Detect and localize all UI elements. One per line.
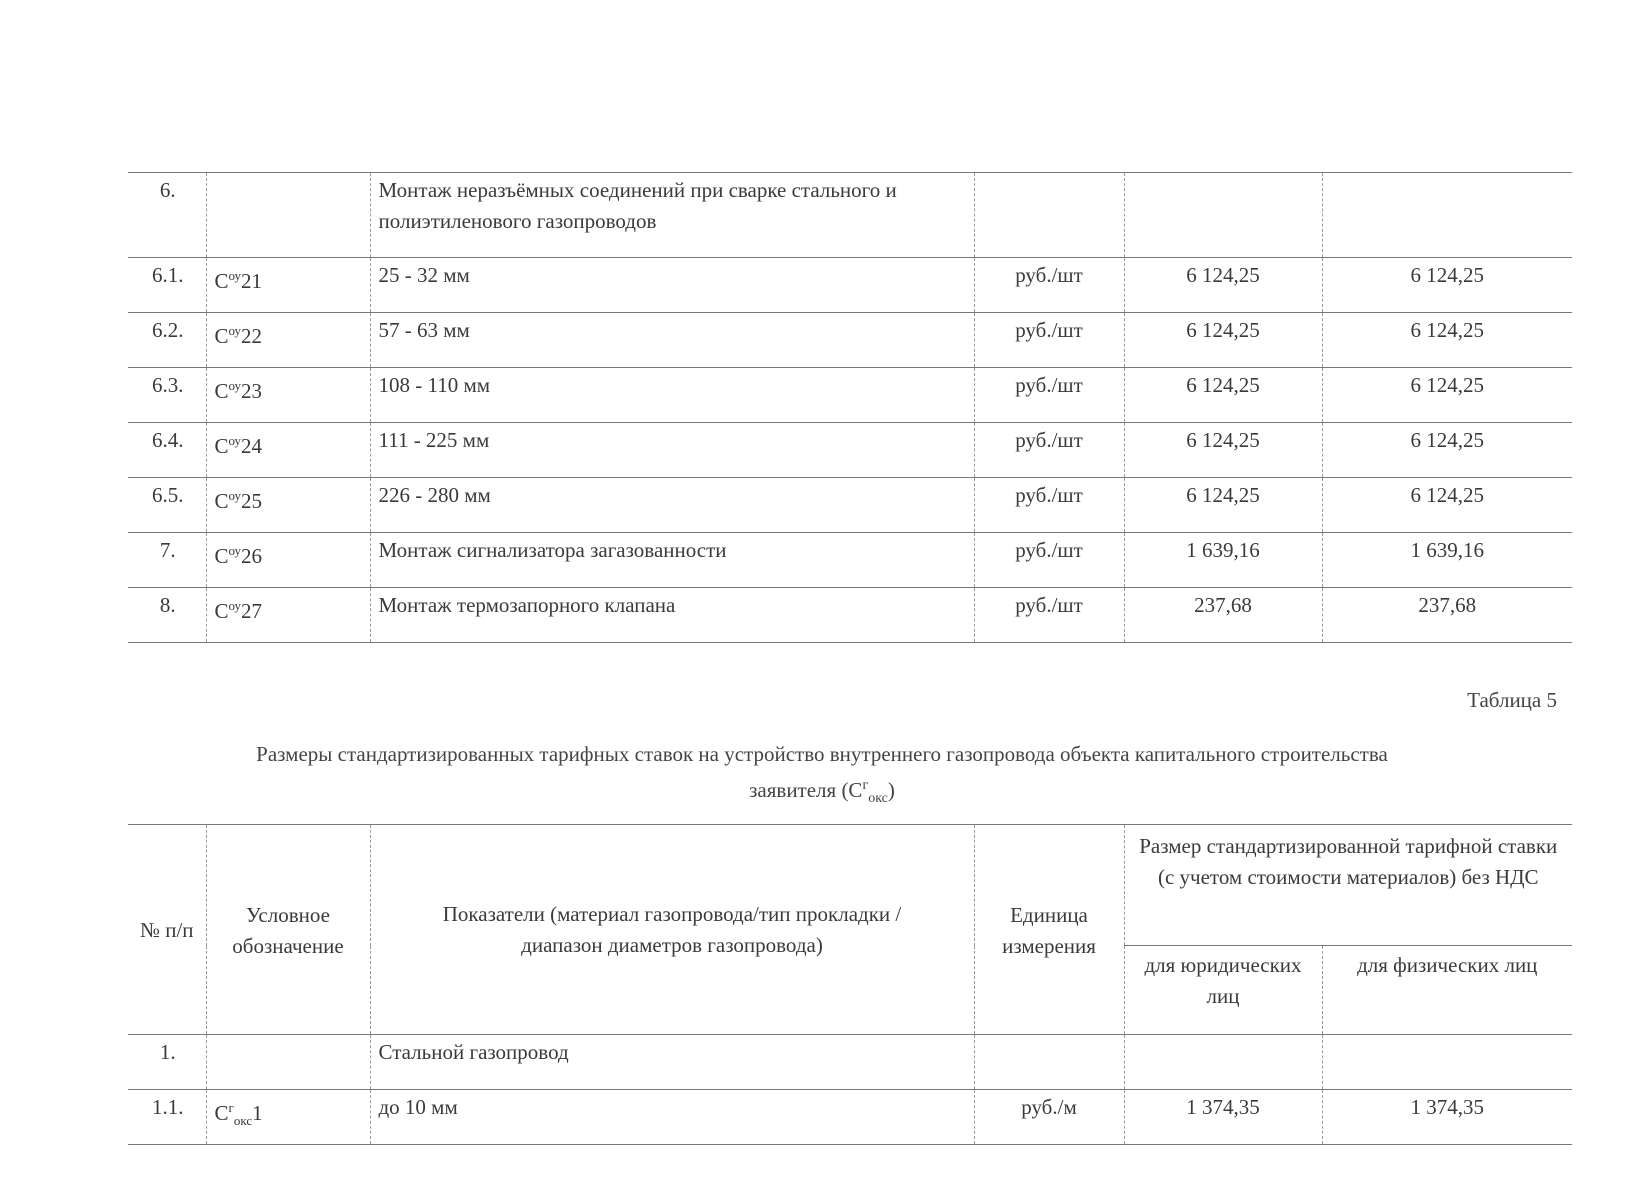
row-number: 1. — [128, 1035, 206, 1090]
code-label — [215, 489, 263, 513]
row-description: Монтаж сигнализатора загазованности — [370, 533, 974, 588]
row-number: 6.2. — [128, 313, 206, 368]
header-description: Показатели (материал газопровода/тип прокладки / диапазон диаметров газопровода) — [370, 825, 974, 1035]
row-number: 6.1. — [128, 258, 206, 313]
code-superscript: оу — [228, 543, 242, 558]
header-unit: Единица измерения — [974, 825, 1124, 1035]
code-number: 22 — [241, 324, 263, 348]
row-value-legal: 1 374,35 — [1124, 1090, 1322, 1145]
row-description: 25 - 32 мм — [370, 258, 974, 313]
header-legal: для юридических лиц — [1124, 946, 1322, 1035]
table-row — [128, 588, 1572, 643]
table-title — [240, 738, 1404, 815]
row-number: 6. — [128, 173, 206, 258]
row-unit: руб./шт — [974, 258, 1124, 313]
row-code — [206, 1035, 370, 1090]
code-base: C — [214, 599, 229, 623]
table-row — [128, 368, 1572, 423]
row-value-physical: 1 639,16 — [1322, 533, 1572, 588]
code-label — [215, 379, 263, 403]
row-description: 111 - 225 мм — [370, 423, 974, 478]
row-number: 6.5. — [128, 478, 206, 533]
row-unit — [974, 173, 1124, 258]
row-value-legal: 6 124,25 — [1124, 368, 1322, 423]
code-label — [215, 324, 263, 348]
code-base: C — [214, 544, 229, 568]
row-number: 6.3. — [128, 368, 206, 423]
row-value-physical — [1322, 173, 1572, 258]
table-title-main: Размеры стандартизированных тарифных ставок на устройство внутреннего газопровода объекта капитального строительства заявителя (С — [256, 742, 1388, 802]
row-value-physical: 6 124,25 — [1322, 423, 1572, 478]
code-base: C — [214, 324, 229, 348]
row-code — [206, 478, 370, 533]
row-number: 6.4. — [128, 423, 206, 478]
code-number: 26 — [241, 544, 263, 568]
table-row — [128, 1090, 1572, 1145]
row-value-physical: 6 124,25 — [1322, 368, 1572, 423]
row-description: 226 - 280 мм — [370, 478, 974, 533]
code-base: C — [214, 489, 229, 513]
row-value-legal: 237,68 — [1124, 588, 1322, 643]
row-unit: руб./шт — [974, 478, 1124, 533]
row-description: Монтаж неразъёмных соединений при сварке стального и полиэтиленового газопроводов — [370, 173, 974, 258]
code-number: 21 — [241, 269, 263, 293]
code-superscript: оу — [228, 323, 242, 338]
code-superscript: оу — [228, 598, 242, 613]
table-row — [128, 533, 1572, 588]
header-rate: Размер стандартизированной тарифной ставки (с учетом стоимости материалов) без НДС — [1124, 825, 1572, 946]
row-unit: руб./шт — [974, 313, 1124, 368]
row-code — [206, 588, 370, 643]
code-number: 25 — [241, 489, 263, 513]
code-subscript: окс — [233, 1113, 253, 1129]
row-value-legal: 6 124,25 — [1124, 313, 1322, 368]
row-value-physical: 237,68 — [1322, 588, 1572, 643]
code-superscript: оу — [228, 268, 242, 283]
code-base: C — [214, 434, 229, 458]
table-row — [128, 478, 1572, 533]
table-row — [128, 173, 1572, 258]
row-value-legal: 1 639,16 — [1124, 533, 1322, 588]
row-description: Монтаж термозапорного клапана — [370, 588, 974, 643]
row-description: 108 - 110 мм — [370, 368, 974, 423]
table-row — [128, 313, 1572, 368]
row-value-physical: 6 124,25 — [1322, 313, 1572, 368]
table-row — [128, 1035, 1572, 1090]
tariff-table-continuation — [128, 172, 1572, 643]
code-superscript: оу — [228, 378, 242, 393]
code-label — [215, 269, 263, 293]
row-value-legal — [1124, 173, 1322, 258]
row-value-legal: 6 124,25 — [1124, 258, 1322, 313]
code-number: 24 — [241, 434, 263, 458]
code-base: C — [214, 269, 229, 293]
row-code — [206, 173, 370, 258]
row-unit: руб./шт — [974, 368, 1124, 423]
row-code — [206, 313, 370, 368]
row-value-physical: 1 374,35 — [1322, 1090, 1572, 1145]
row-description: до 10 мм — [370, 1090, 974, 1145]
row-code — [206, 1090, 370, 1145]
code-base: C — [214, 379, 229, 403]
row-code — [206, 368, 370, 423]
table-title-sub: окс — [868, 791, 888, 807]
row-value-legal: 6 124,25 — [1124, 423, 1322, 478]
row-unit: руб./шт — [974, 533, 1124, 588]
row-code — [206, 258, 370, 313]
row-value-physical: 6 124,25 — [1322, 258, 1572, 313]
code-base: C — [214, 1101, 229, 1125]
code-label — [215, 599, 263, 623]
row-code — [206, 533, 370, 588]
code-label — [215, 544, 263, 568]
header-physical: для физических лиц — [1322, 946, 1572, 1035]
code-number: 27 — [241, 599, 263, 623]
header-num: № п/п — [128, 825, 206, 1035]
row-unit: руб./шт — [974, 423, 1124, 478]
row-description: Стальной газопровод — [370, 1035, 974, 1090]
code-superscript: оу — [228, 433, 242, 448]
table-title-sup: г — [862, 778, 869, 793]
table-title-end: ) — [887, 778, 895, 802]
table-row — [128, 258, 1572, 313]
row-unit — [974, 1035, 1124, 1090]
code-superscript: г — [228, 1100, 234, 1115]
tariff-table-5 — [128, 824, 1572, 1145]
row-unit: руб./шт — [974, 588, 1124, 643]
table-row — [128, 423, 1572, 478]
code-label — [215, 434, 263, 458]
table-number: Таблица 5 — [1467, 688, 1557, 712]
row-value-legal: 6 124,25 — [1124, 478, 1322, 533]
row-number: 8. — [128, 588, 206, 643]
row-value-physical — [1322, 1035, 1572, 1090]
code-superscript: оу — [228, 488, 242, 503]
code-label — [214, 1100, 263, 1129]
code-number: 1 — [252, 1101, 263, 1125]
row-value-legal — [1124, 1035, 1322, 1090]
header-code: Условное обозначение — [206, 825, 370, 1035]
row-value-physical: 6 124,25 — [1322, 478, 1572, 533]
code-number: 23 — [241, 379, 263, 403]
row-number: 7. — [128, 533, 206, 588]
row-description: 57 - 63 мм — [370, 313, 974, 368]
row-number: 1.1. — [128, 1090, 206, 1145]
row-code — [206, 423, 370, 478]
row-unit: руб./м — [974, 1090, 1124, 1145]
